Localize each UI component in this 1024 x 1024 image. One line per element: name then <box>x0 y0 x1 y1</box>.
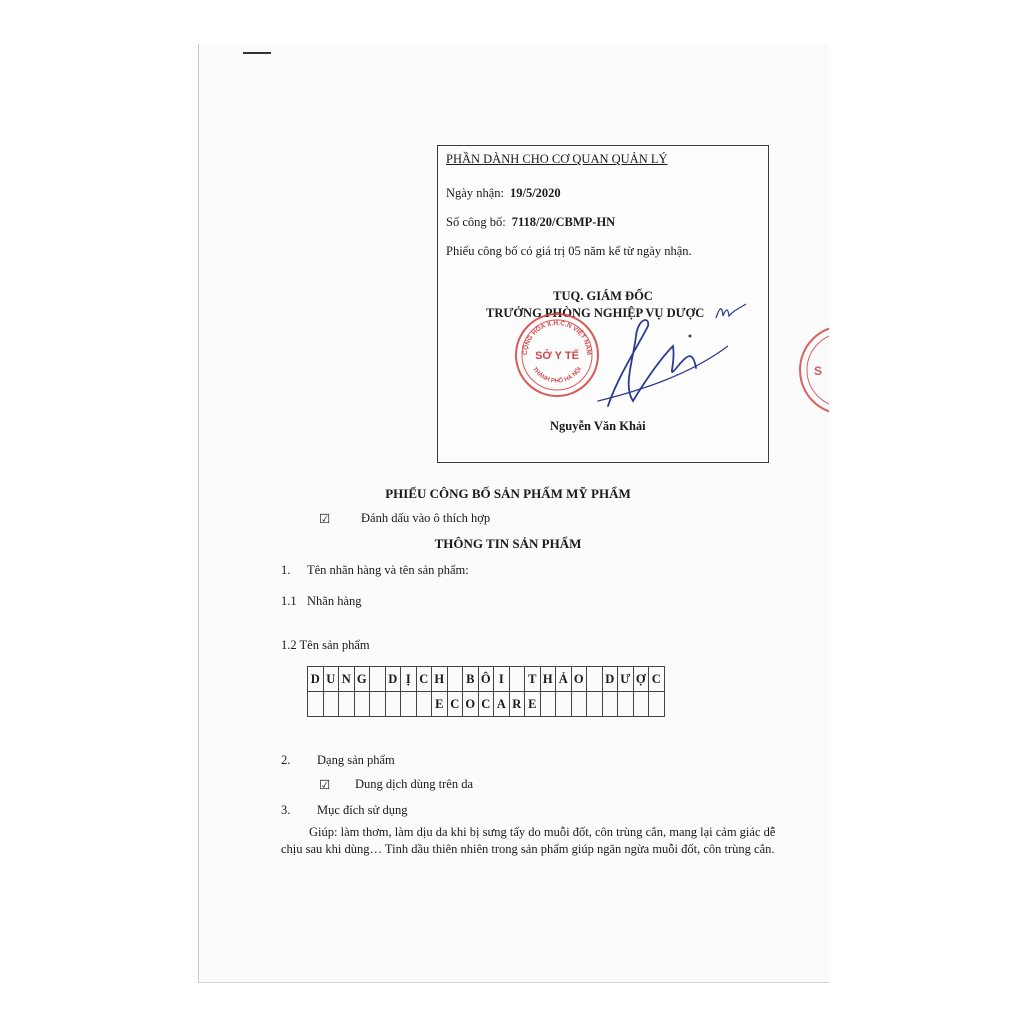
number-row <box>446 215 615 230</box>
letter-cell: G <box>354 667 370 692</box>
received-date: 19/5/2020 <box>509 186 561 200</box>
letter-cell <box>354 692 370 717</box>
number-label: Số công bố: <box>446 215 506 229</box>
info-title: THÔNG TIN SẢN PHẨM <box>434 536 582 551</box>
letter-cell <box>633 692 649 717</box>
letter-cell: D <box>602 667 618 692</box>
letter-cell <box>447 667 463 692</box>
letter-cell: E <box>525 692 541 717</box>
letter-cell <box>571 692 587 717</box>
validity-text: Phiếu công bố có giá trị 05 năm kể từ ngày nhận. <box>446 244 692 258</box>
item3-label: Mục đích sử dụng <box>317 803 408 817</box>
letter-cell <box>618 692 634 717</box>
svg-text:S: S <box>814 364 823 378</box>
letter-cell: O <box>463 692 479 717</box>
stamp-bottom-text: THÀNH PHỐ HÀ NỘI <box>531 366 583 385</box>
letter-cell <box>308 692 324 717</box>
letter-cell: U <box>323 667 339 692</box>
item2-label: Dạng sản phẩm <box>317 753 395 767</box>
stamp-top-text: CỘNG HÒA X.H.C.N VIỆT NAM <box>521 319 593 356</box>
item11-label: Nhãn hàng <box>307 594 362 608</box>
received-label: Ngày nhận: <box>446 186 504 200</box>
document-page <box>198 44 829 983</box>
product-row-1 <box>308 667 665 692</box>
signer-name: Nguyễn Văn Khải <box>550 419 646 433</box>
stamp-center-text: SỞ Y TẾ <box>535 350 579 362</box>
letter-cell: B <box>463 667 479 692</box>
director-title: TUQ. GIÁM ĐỐC <box>553 289 653 303</box>
letter-cell <box>602 692 618 717</box>
letter-cell <box>649 692 665 717</box>
item11-num: 1.1 <box>281 594 297 608</box>
product-name-grid <box>307 666 665 717</box>
letter-cell: C <box>478 692 494 717</box>
letter-cell <box>385 692 401 717</box>
letter-cell: D <box>385 667 401 692</box>
number-value: 7118/20/CBMP-HN <box>511 215 616 229</box>
check-instruction-checkbox: ☑ <box>319 512 331 526</box>
item2-value: Dung dịch dùng trên da <box>355 777 474 791</box>
item3-num: 3. <box>281 803 291 817</box>
letter-cell: Ư <box>618 667 634 692</box>
management-header: PHẦN DÀNH CHO CƠ QUAN QUẢN LÝ <box>446 152 668 166</box>
letter-cell: I <box>494 667 510 692</box>
letter-cell: A <box>494 692 510 717</box>
form-title: PHIẾU CÔNG BỐ SẢN PHẨM MỸ PHẨM <box>385 486 631 501</box>
item2-num: 2. <box>281 753 291 767</box>
letter-cell <box>370 667 386 692</box>
letter-cell: R <box>509 692 525 717</box>
letter-cell <box>323 692 339 717</box>
letter-cell: Ô <box>478 667 494 692</box>
check-instruction: Đánh dấu vào ô thích hợp <box>361 511 491 525</box>
management-box <box>437 145 769 463</box>
initials-icon <box>714 302 748 322</box>
letter-cell <box>540 692 556 717</box>
letter-cell: Ợ <box>633 667 649 692</box>
letter-cell <box>401 692 417 717</box>
letter-cell: C <box>447 692 463 717</box>
item2-checkbox: ☑ <box>319 778 331 792</box>
product-row-2 <box>308 692 665 717</box>
letter-cell <box>339 692 355 717</box>
item12-label: 1.2 Tên sản phẩm <box>281 638 370 652</box>
letter-cell <box>509 667 525 692</box>
partial-stamp-icon <box>794 320 829 420</box>
letter-cell: Ị <box>401 667 417 692</box>
svg-text:THÀNH PHỐ HÀ NỘI <box>531 366 583 385</box>
letter-cell <box>416 692 432 717</box>
item3-text: Giúp: làm thơm, làm dịu da khi bị sưng tấy do muỗi đốt, côn trùng cắn, mang lại cảm giác dễ chịu sau khi dùng… Tinh dầu thiên nhiên trong sản phẩm giúp ngăn ngừa muỗi đốt, côn trùng cắn. <box>281 825 776 856</box>
received-row <box>446 186 561 201</box>
letter-cell <box>556 692 572 717</box>
letter-cell: C <box>649 667 665 692</box>
signature-icon <box>578 306 728 416</box>
letter-cell: C <box>416 667 432 692</box>
department-title: TRƯỞNG PHÒNG NGHIỆP VỤ DƯỢC <box>486 306 705 320</box>
letter-cell: D <box>308 667 324 692</box>
letter-cell: N <box>339 667 355 692</box>
letter-cell <box>587 667 603 692</box>
scan-mark <box>243 52 271 54</box>
letter-cell: Ả <box>556 667 572 692</box>
letter-cell: O <box>571 667 587 692</box>
letter-cell <box>587 692 603 717</box>
letter-cell: H <box>540 667 556 692</box>
item1-label: Tên nhãn hàng và tên sản phẩm: <box>307 563 469 577</box>
letter-cell: H <box>432 667 448 692</box>
letter-cell: T <box>525 667 541 692</box>
letter-cell <box>370 692 386 717</box>
item1-num: 1. <box>281 563 291 577</box>
letter-cell: E <box>432 692 448 717</box>
